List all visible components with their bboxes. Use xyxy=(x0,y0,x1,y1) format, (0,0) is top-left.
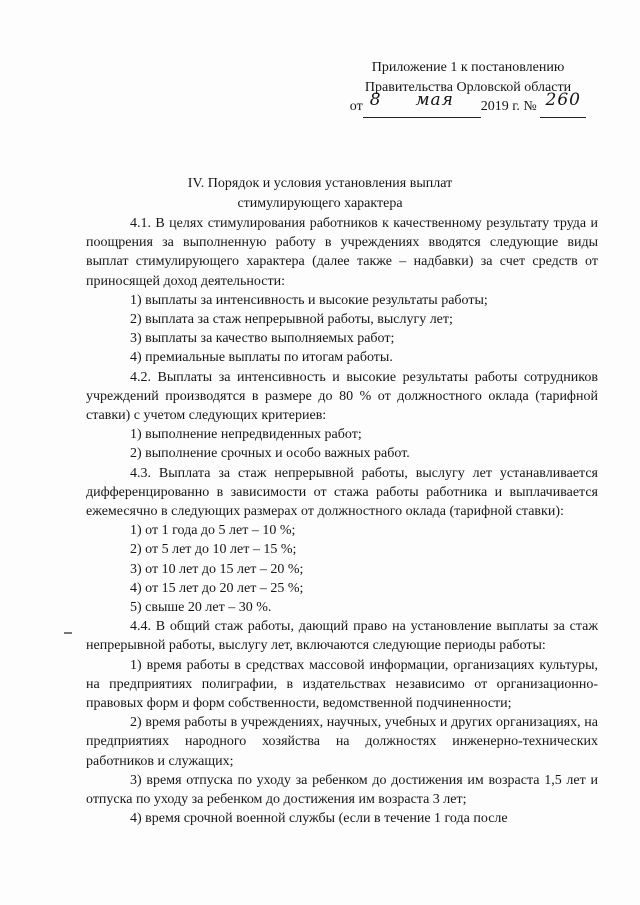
list-item: 1) от 1 года до 5 лет – 10 %; xyxy=(130,523,296,539)
list-item: 3) от 10 лет до 15 лет – 20 %; xyxy=(130,561,304,577)
list-item: 5) свыше 20 лет – 30 %. xyxy=(130,600,272,616)
handwritten-day: 8 xyxy=(369,90,382,110)
list-item: 1) время работы в средствах массовой информации, организациях культуры, на предприятиях полиграфии, в издательствах независимо от организационно-правовых форм и форм собственности, ведомственной подчиненности; xyxy=(86,657,598,712)
list-item: 2) выполнение срочных и особо важных работ. xyxy=(130,446,410,462)
section-title xyxy=(70,174,570,214)
list-item: 4) от 15 лет до 20 лет – 25 %; xyxy=(130,580,304,596)
list-item: 1) выполнение непредвиденных работ; xyxy=(130,427,362,443)
clause-4-2: 4.2. Выплаты за интенсивность и высокие результаты работы сотрудников учреждений производятся в размере до 80 % от должностного оклада (тарифной ставки) с учетом следующих критериев: xyxy=(86,369,598,424)
annex-from-label: от xyxy=(349,99,363,114)
list-item: 4) время срочной военной службы (если в течение 1 года после xyxy=(130,811,508,827)
annex-date-line xyxy=(336,90,600,118)
annex-line-2: Правительства Орловской области xyxy=(364,79,572,95)
list-item: 4) премиальные выплаты по итогам работы. xyxy=(130,350,393,366)
handwritten-month: мая xyxy=(415,90,454,110)
clause-4-1: 4.1. В целях стимулирования работников к качественному результату труда и поощрения за выполненную работу в учреждениях вводятся следующие виды выплат стимулирующего характера (далее также – надбавки) за счет средств от приносящей доход деятельности: xyxy=(86,216,598,289)
annex-header xyxy=(336,58,600,118)
list-item: 2) выплата за стаж непрерывной работы, выслугу лет; xyxy=(130,312,453,328)
handwritten-day-field xyxy=(363,90,389,118)
handwritten-number: 260 xyxy=(545,90,581,110)
document-body xyxy=(86,214,598,829)
handwritten-month-field xyxy=(389,90,481,118)
handwritten-number-field xyxy=(540,90,586,118)
annex-line-1: Приложение 1 к постановлению xyxy=(371,60,565,75)
section-title-line-1: IV. Порядок и условия установления выплат xyxy=(187,176,453,191)
clause-4-3: 4.3. Выплата за стаж непрерывной работы, выслугу лет устанавливается дифференцированно в зависимости от стажа работы работника и выплачивается ежемесячно в следующих размерах от должностного оклада (тарифной ставки): xyxy=(86,465,598,520)
section-title-line-2: стимулирующего характера xyxy=(237,196,403,211)
list-item: 3) выплаты за качество выполняемых работ; xyxy=(130,331,395,347)
list-item: 3) время отпуска по уходу за ребенком до достижения им возраста 1,5 лет и отпуска по уходу за ребенком до достижения им возраста 3 лет; xyxy=(86,772,598,808)
list-item: 1) выплаты за интенсивность и высокие результаты работы; xyxy=(130,292,488,308)
scan-mark xyxy=(64,632,72,634)
clause-4-4: 4.4. В общий стаж работы, дающий право на установление выплаты за стаж непрерывной работы, выслугу лет, включаются следующие периоды работы: xyxy=(86,619,598,654)
annex-year: 2019 г. № xyxy=(480,99,537,114)
list-item: 2) время работы в учреждениях, научных, учебных и других организациях, на предприятиях народного хозяйства на должностях инженерно-технических работников и служащих; xyxy=(86,715,598,769)
list-item: 2) от 5 лет до 10 лет – 15 %; xyxy=(130,542,297,558)
